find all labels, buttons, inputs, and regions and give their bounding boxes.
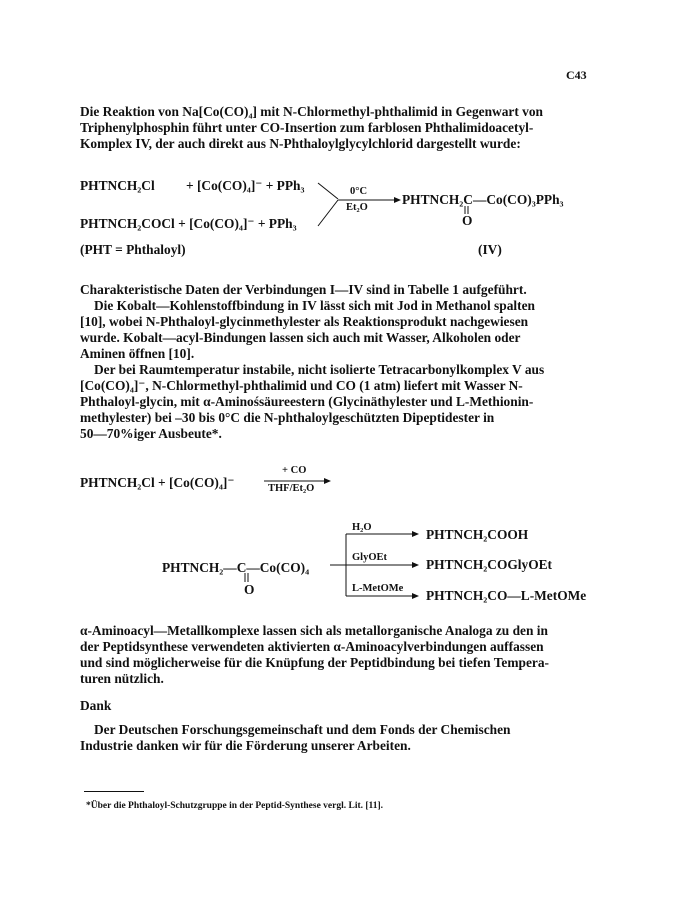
scheme1-condition-bottom: Et₂O: [346, 202, 368, 213]
scheme2-intermediate-oxygen: O: [244, 582, 255, 597]
text-line: Die Kobalt—Kohlenstoffbindung in IV lässt sich mit Jod in Methanol spalten: [94, 298, 535, 313]
text-line: der Peptidsynthese verwendeten aktivierten α-Aminoacylverbindungen auffassen: [80, 639, 544, 654]
footnote-divider: [84, 791, 144, 792]
scheme2-intermediate: PHTNCH₂—C—Co(CO)₄: [162, 560, 310, 575]
text-line: Der Deutschen Forschungsgemeinschaft und dem Fonds der Chemischen: [94, 722, 511, 737]
text-line: α-Aminoacyl—Metallkomplexe lassen sich als metallorganische Analoga zu den in: [80, 623, 548, 638]
scheme1-product: PHTNCH₂C—Co(CO)₃PPh₃: [402, 192, 564, 207]
text-line: 50—70%iger Ausbeute*.: [80, 426, 222, 441]
paragraph-conclusion: [80, 623, 640, 687]
text-line: Triphenylphosphin führt unter CO-Insertion zum farblosen Phthalimidoacetyl-: [80, 120, 534, 135]
scheme1-lower-branch-line: [318, 200, 338, 226]
text-line: wurde. Kobalt—acyl-Bindungen lassen sich auch mit Wasser, Alkoholen oder: [80, 330, 521, 345]
text-line: [Co(CO)₄]⁻, N-Chlormethyl-phthalimid und CO (1 atm) liefert mit Wasser N-: [80, 378, 523, 393]
scheme1-legend: (PHT = Phthaloyl): [80, 242, 186, 257]
scheme2-reagent-glyoet: GlyOEt: [352, 552, 388, 563]
scheme2-reactant: PHTNCH₂Cl + [Co(CO)₄]⁻: [80, 475, 235, 490]
text-line: Die Reaktion von Na[Co(CO)₄] mit N-Chlormethyl-phthalimid in Gegenwart von: [80, 104, 543, 119]
text-line: Charakteristische Daten der Verbindungen I—IV sind in Tabelle 1 aufgeführt.: [80, 282, 527, 297]
section-heading: Dank: [80, 698, 112, 713]
text-line: Aminen öffnen [10].: [80, 346, 195, 361]
page-number: C43: [566, 68, 587, 82]
text-line: turen nützlich.: [80, 671, 164, 686]
scheme1-reagents-a: + [Co(CO)₄]⁻ + PPh₃: [186, 178, 305, 193]
scheme2-product-metome: PHTNCH₂CO—L-MetOMe: [426, 588, 587, 603]
text-line: methylester) bei –30 bis 0°C die N-phthaloylgeschützten Dipeptidester in: [80, 410, 495, 425]
scheme2-reagent-water: H₂O: [352, 522, 372, 533]
scheme1-reactant-a: PHTNCH₂Cl: [80, 178, 155, 193]
scheme1-product-oxygen: O: [462, 213, 473, 228]
scheme2-reagent-metome: L-MetOMe: [352, 583, 404, 594]
footnote: *Über die Phthaloyl-Schutzgruppe in der Peptid-Synthese vergl. Lit. [11].: [86, 801, 384, 811]
text-line: Komplex IV, der auch direkt aus N-Phthaloylglycylchlorid dargestellt wurde:: [80, 136, 521, 151]
scheme2-condition-bottom: THF/Et₂O: [268, 483, 315, 494]
text-line: [10], wobei N-Phthaloyl-glycinmethylester als Reaktionsprodukt nachgewiesen: [80, 314, 529, 329]
text-line: und sind möglicherweise für die Knüpfung der Peptidbindung bei tiefen Tempera-: [80, 655, 549, 670]
text-line: Industrie danken wir für die Förderung unserer Arbeiten.: [80, 738, 411, 753]
scheme1-reactant-b: PHTNCH₂COCl + [Co(CO)₄]⁻ + PPh₃: [80, 216, 297, 231]
text-line: Der bei Raumtemperatur instabile, nicht isolierte Tetracarbonylkomplex V aus: [94, 362, 545, 377]
scheme2-product-acid: PHTNCH₂COOH: [426, 527, 529, 542]
acknowledgement: [80, 722, 640, 754]
scheme1-condition-top: 0°C: [350, 186, 368, 197]
scheme1-product-label: (IV): [478, 242, 502, 257]
scheme2-condition-top: + CO: [282, 465, 307, 476]
scheme2-product-glyoet: PHTNCH₂COGlyOEt: [426, 557, 553, 572]
scheme1-upper-branch-line: [318, 183, 338, 199]
text-line: Phthaloyl-glycin, mit α-Aminośsäureestern (Glycinäthylester und L-Methionin-: [80, 394, 534, 409]
